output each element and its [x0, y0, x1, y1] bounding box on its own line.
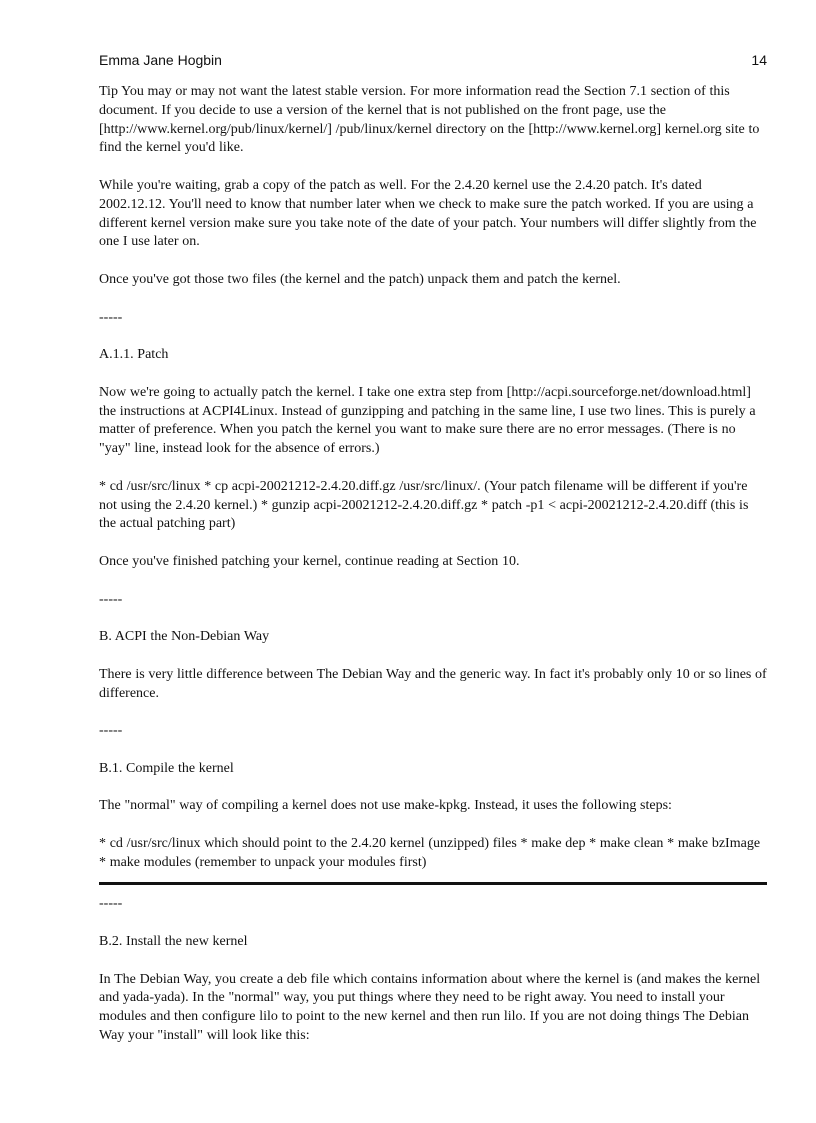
install-paragraph: In The Debian Way, you create a deb file which contains information about where the kernel is (and makes the kernel and yada-yada). In the "normal" way, you put things where they need to be right away. You need to install your modules and then configure lilo to point to the new kernel and then run lilo. If you are not doing things The Debian Way your "install" will look like this: — [99, 971, 761, 1044]
patch-download-paragraph: While you're waiting, grab a copy of the patch as well. For the 2.4.20 kernel use the 2.4.20 patch. It's dated 2002.12.12. You'll need to know that number later when we check to make sure the patch worked. If you are using a different kernel version make sure you take note of the date of your patch. Your numbers will differ slightly from the one I use later on. — [99, 177, 757, 250]
header-page-number: 14 — [751, 52, 767, 68]
page-header — [99, 52, 767, 72]
compile-steps-list: * cd /usr/src/linux which should point to the 2.4.20 kernel (unzipped) files * make dep * make clean * make bzImage * make modules (remember to unpack your modules first) — [99, 835, 761, 870]
compile-intro-paragraph: The "normal" way of compiling a kernel does not use make-kpkg. Instead, it uses the following steps: — [99, 798, 672, 814]
patch-intro-paragraph: Now we're going to actually patch the kernel. I take one extra step from [http://acpi.sourceforge.net/download.html] the instructions at ACPI4Linux. Instead of gunzipping and patching in the same line, I use two lines. This is purely a matter of preference. When you patch the kernel you want to make sure there are no error messages. (There is no "yay" line, instead look for the absence of errors.) — [99, 384, 756, 457]
continue-reading-paragraph: Once you've finished patching your kernel, continue reading at Section 10. — [99, 553, 520, 569]
section-heading-b-1: B.1. Compile the kernel — [99, 760, 234, 776]
unpack-paragraph: Once you've got those two files (the kernel and the patch) unpack them and patch the kernel. — [99, 271, 621, 287]
separator-text: ----- — [99, 723, 123, 739]
page-body — [99, 83, 767, 1065]
separator-text: ----- — [99, 309, 123, 325]
section-heading-b-2: B.2. Install the new kernel — [99, 934, 248, 950]
header-author: Emma Jane Hogbin — [99, 52, 222, 68]
section-heading-a-1-1: A.1.1. Patch — [99, 347, 169, 363]
separator-text: ----- — [99, 591, 123, 607]
patch-steps-list: * cd /usr/src/linux * cp acpi-20021212-2.4.20.diff.gz /usr/src/linux/. (Your patch filename will be different if you're not using the 2.4.20 kernel.) * gunzip acpi-20021212-2.4.20.diff.gz * patch -p1 < acpi-20021212-2.4.20.diff (this is the actual patching part) — [99, 478, 749, 532]
separator-text: ----- — [99, 896, 123, 912]
horizontal-rule — [99, 882, 767, 885]
section-heading-b: B. ACPI the Non-Debian Way — [99, 629, 270, 645]
tip-paragraph: Tip You may or may not want the latest stable version. For more information read the Section 7.1 section of this document. If you decide to use a version of the kernel that is not published on the front page, use the [http://www.kernel.org/pub/linux/kernel/] /pub/linux/kernel directory on the [http://www.kernel.org] kernel.org site to find the kernel you'd like. — [99, 84, 760, 156]
non-debian-intro-paragraph: There is very little difference between The Debian Way and the generic way. In fact it's probably only 10 or so lines of difference. — [99, 666, 767, 701]
